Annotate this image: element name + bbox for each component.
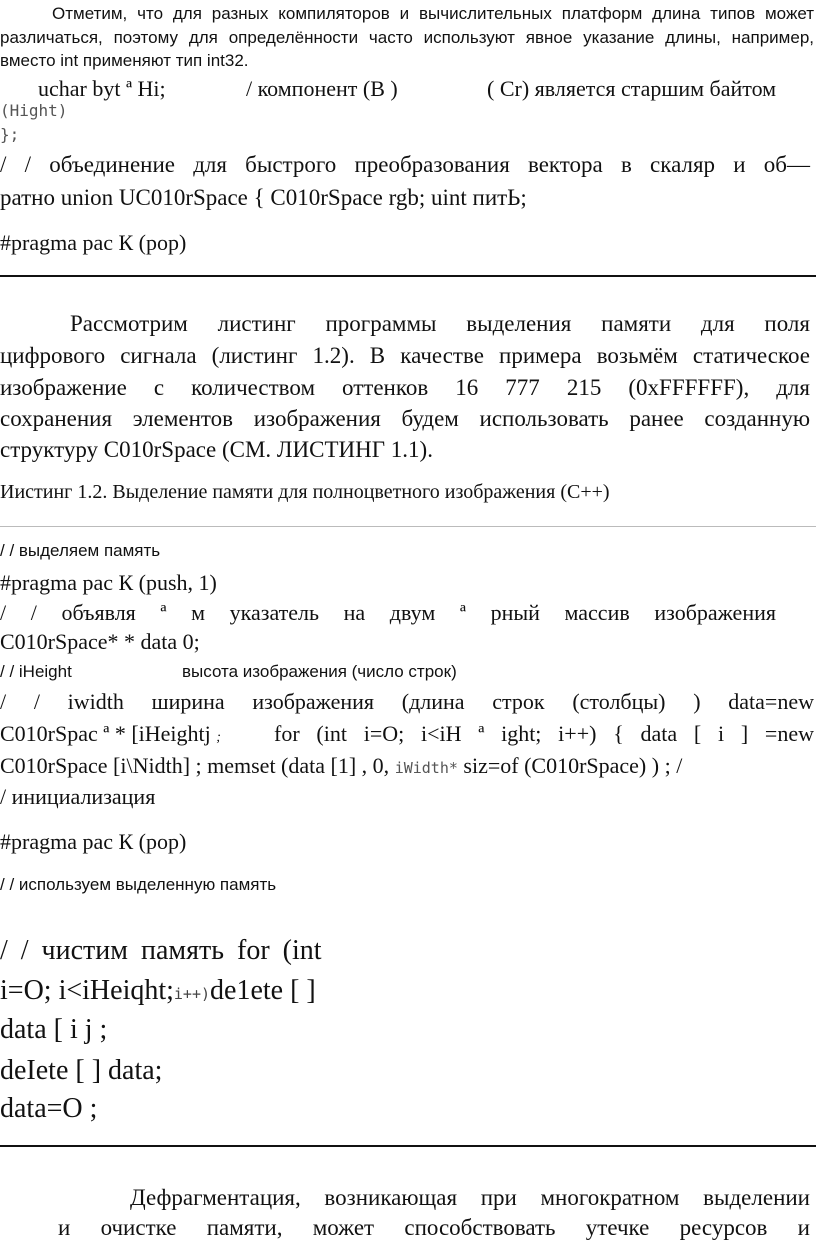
code-uchar: uchar byt ª Hi; bbox=[38, 76, 166, 101]
code-hight: (Hight) bbox=[0, 101, 68, 120]
code-init: / инициализация bbox=[0, 784, 156, 809]
para2-line-2: и очистке памяти, может способствовать утечке ресурсов и bbox=[58, 1215, 810, 1240]
code-iheight-name: / / iHeight bbox=[0, 662, 72, 681]
code-memset-mono: iWidth* bbox=[394, 759, 458, 777]
code-cleanup-4: deIete [ ] data; bbox=[0, 1055, 163, 1086]
code-cleanup-2a: i=O; i<iHeiqht; bbox=[0, 975, 174, 1006]
code-cleanup-3: data [ i j ; bbox=[0, 1014, 108, 1045]
para1-line-2: цифрового сигнала (листинг 1.2). В качестве примера возьмём статическое bbox=[0, 343, 810, 368]
listing-divider bbox=[0, 526, 816, 527]
code-cleanup-5: data=O ; bbox=[0, 1093, 98, 1124]
code-iheight-desc: высота изображения (число строк) bbox=[182, 662, 457, 681]
para1-line-5: структуру С010rSpace (СМ. ЛИСТИНГ 1.1). bbox=[0, 437, 433, 462]
code-declare: / / объявля ª м указатель на двум ª рный массив изображения bbox=[0, 600, 776, 625]
code-pragma-pop-2: #pragma рас К (pop) bbox=[0, 829, 187, 854]
code-cleanup-1: / / чистим память for (int bbox=[0, 935, 322, 966]
intro-line-3: вместо int применяют тип int32. bbox=[0, 51, 249, 70]
code-cr-comment: ( Cr) является старшим байтом bbox=[487, 76, 777, 101]
code-memset-line bbox=[0, 753, 816, 779]
para2-line-1: Дефрагментация, возникающая при многократном выделении bbox=[130, 1185, 810, 1210]
code-loop-b: for (int i=O; i<iH ª ight; i++) { data [ i ] =new bbox=[274, 721, 814, 746]
para1-line-1: Рассмотрим листинг программы выделения памяти для поля bbox=[70, 311, 810, 336]
para1-line-4: сохранения элементов изображения будем использовать ранее созданную bbox=[0, 406, 810, 431]
code-loop-semicolon: ; bbox=[216, 730, 221, 745]
code-pragma-pop: #pragma рас К (pop) bbox=[0, 230, 187, 255]
divider bbox=[0, 275, 816, 277]
intro-line-1: Отметим, что для разных компиляторов и вычислительных платформ длина типов может bbox=[52, 4, 814, 23]
code-use-comment: / / используем выделенную память bbox=[0, 875, 277, 894]
intro-line-2: различаться, поэтому для определённости часто используют явное указание длины, например, bbox=[0, 28, 814, 47]
listing-caption: Иистинг 1.2. Выделение памяти для полноцветного изображения (С++) bbox=[0, 481, 610, 503]
code-close-brace: }; bbox=[0, 125, 20, 144]
code-cleanup-2-mono: i++) bbox=[173, 985, 211, 1003]
code-iwidth: / / iwidth ширина изображения (длина строк (столбцы) ) data=new bbox=[0, 689, 814, 714]
code-cleanup-2b: de1ete [ ] bbox=[210, 975, 316, 1006]
code-memset-b: siz=of (C010rSpace) ) ; / bbox=[463, 753, 683, 778]
code-memset-a: С010rSpace [i\Nidth] ; memset (data [1] , 0, bbox=[0, 753, 390, 778]
code-cleanup-2 bbox=[0, 975, 816, 1007]
code-loop-a: С010rSpac ª * [iHeightj bbox=[0, 721, 211, 746]
code-union-line-1: / / объединение для быстрого преобразования вектора в скаляр и об— bbox=[0, 152, 810, 177]
code-alloc-comment: / / выделяем память bbox=[0, 541, 161, 560]
para1-line-3: изображение с количеством оттенков 16 777 215 (0xFFFFFF), для bbox=[0, 375, 810, 400]
code-component: / компонент (В ) bbox=[246, 76, 398, 101]
code-pragma-push: #pragma рас К (push, 1) bbox=[0, 570, 217, 595]
code-union-line-2: ратно union UC010rSpace { C010rSpace rgb; uint питЬ; bbox=[0, 185, 527, 210]
bottom-divider bbox=[0, 1145, 816, 1147]
code-declare-2: С010rSpace* * data 0; bbox=[0, 629, 200, 654]
